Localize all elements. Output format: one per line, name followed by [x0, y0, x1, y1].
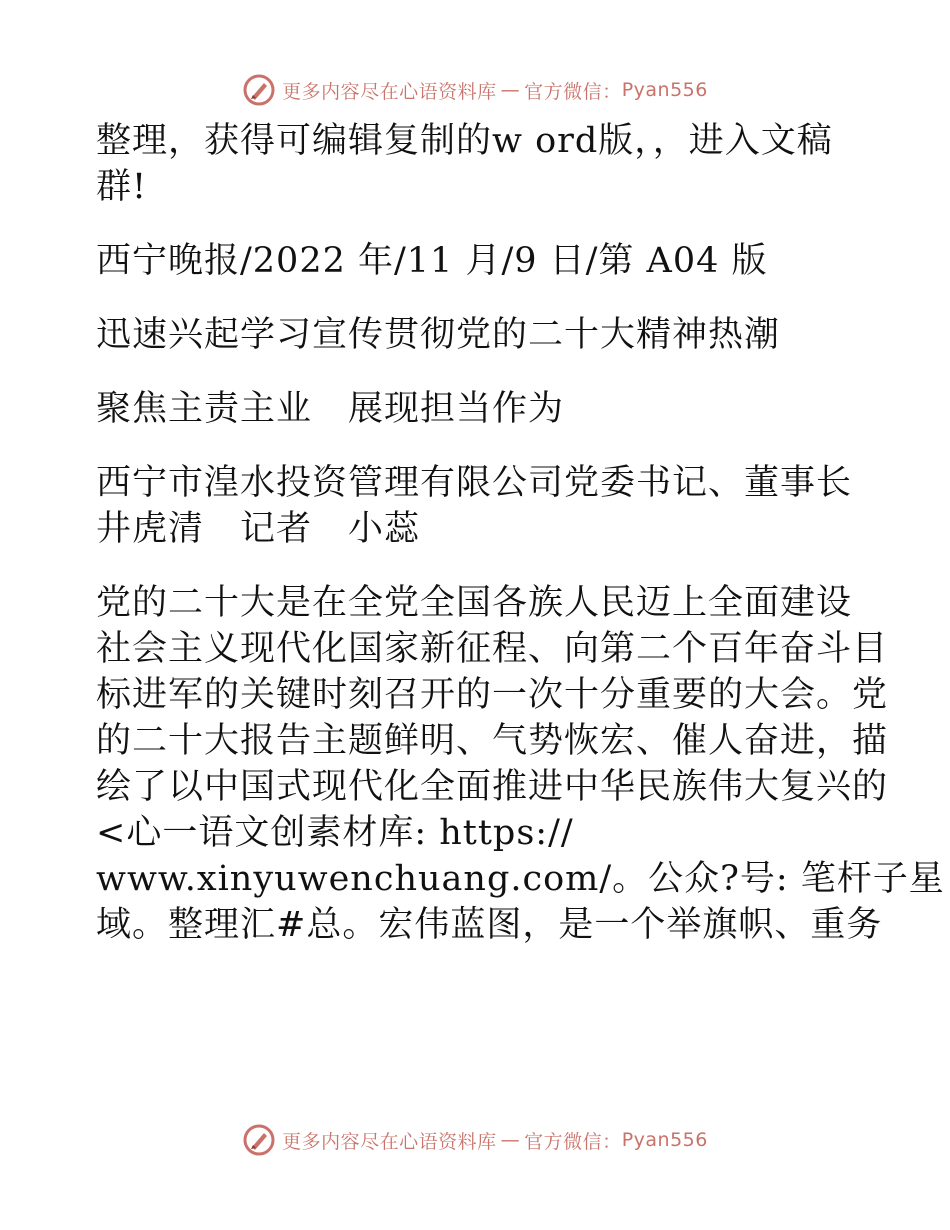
intro-paragraph [96, 118, 856, 210]
wechat-id: Pyan556 [621, 1129, 708, 1151]
wechat-id: Pyan556 [621, 79, 708, 101]
byline-line-1: 西宁市湟水投资管理有限公司党委书记、董事长 [96, 463, 853, 503]
pen-logo-icon [242, 73, 276, 107]
body-line: 的二十大报告主题鲜明、气势恢宏、催人奋进，描 [96, 721, 889, 761]
subheading-text: 聚焦主责主业 展现担当作为 [96, 389, 565, 429]
source-line [96, 238, 856, 284]
watermark-header [0, 70, 950, 110]
body-line: 标进军的关键时刻召开的一次十分重要的大会。党 [96, 675, 889, 715]
body-line: 绘了以中国式现代化全面推进中华民族伟大复兴的 [96, 767, 889, 807]
watermark-dash: — [500, 1129, 521, 1151]
body-line: 党的二十大是在全党全国各族人民迈上全面建设 [96, 583, 853, 623]
intro-line-1: 整理，获得可编辑复制的w ord版，，进入文稿 [96, 121, 833, 161]
pen-logo-icon [242, 1123, 276, 1157]
source-text: 西宁晚报/2022 年/11 月/9 日/第 A04 版 [96, 241, 768, 281]
watermark-text: 更多内容尽在心语资料库 [282, 80, 497, 103]
intro-line-2: 群! [96, 167, 148, 207]
body-line: 社会主义现代化国家新征程、向第二个百年奋斗目 [96, 629, 889, 669]
body-line: www.xinyuwenchuang.com/。公众?号: 笔杆子星 [96, 859, 945, 899]
subheading [96, 386, 856, 432]
body-paragraph [96, 580, 945, 948]
wechat-label: 官方微信： [524, 1130, 622, 1153]
wechat-label: 官方微信： [524, 80, 622, 103]
watermark-text: 更多内容尽在心语资料库 [282, 1130, 497, 1153]
watermark-dash: — [500, 79, 521, 101]
body-line: 域。整理汇#总。宏伟蓝图，是一个举旗帜、重务 [96, 905, 883, 945]
watermark-footer [0, 1120, 950, 1160]
body-line: <心一语文创素材库: https:// [96, 813, 574, 853]
document-body [96, 118, 945, 948]
byline-line-2: 井虎清 记者 小蕊 [96, 509, 421, 549]
heading [96, 312, 856, 358]
byline [96, 460, 856, 552]
heading-text: 迅速兴起学习宣传贯彻党的二十大精神热潮 [96, 315, 781, 355]
